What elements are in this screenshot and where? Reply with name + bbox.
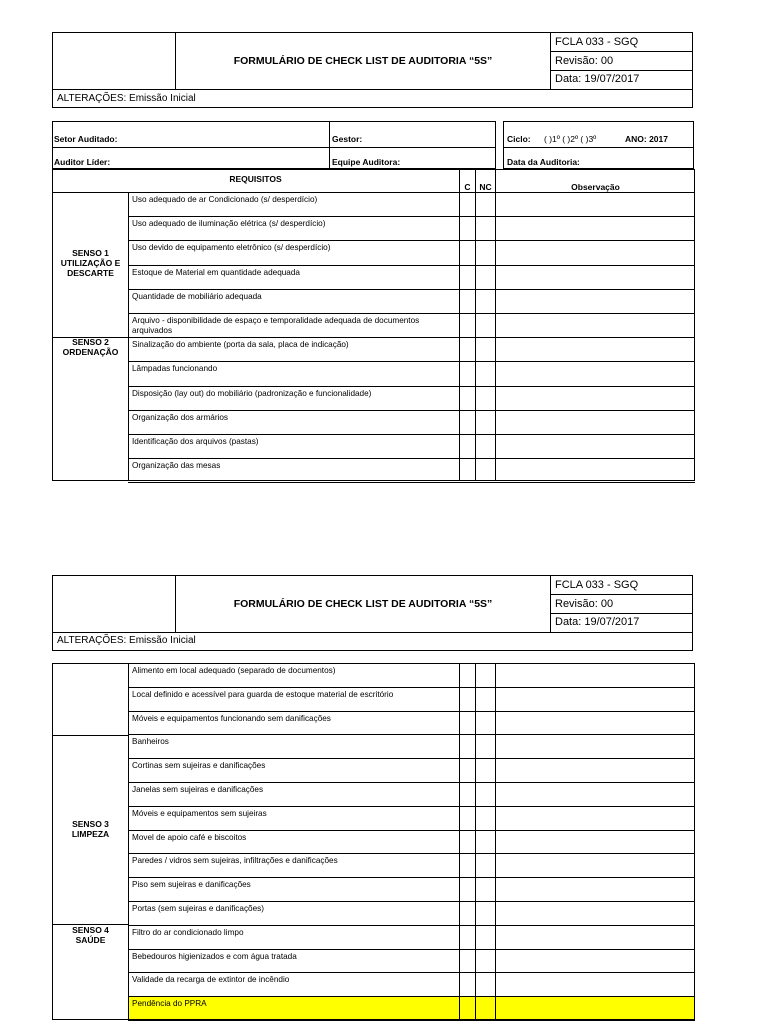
- col-observacao: Observação: [571, 182, 620, 192]
- requirement-text: Paredes / vidros sem sujeiras, infiltrações e danificações: [132, 856, 338, 866]
- requirement-text: Cortinas sem sujeiras e danificações: [132, 761, 266, 771]
- observation-cell[interactable]: [496, 807, 694, 829]
- nc-checkbox-cell[interactable]: [476, 217, 495, 239]
- divider: [329, 121, 330, 169]
- divider: [550, 51, 693, 52]
- observation-cell[interactable]: [496, 435, 694, 457]
- c-checkbox-cell[interactable]: [460, 997, 475, 1019]
- divider: [52, 147, 496, 148]
- requirement-text: Bebedouros higienizados e com água tratada: [132, 951, 297, 961]
- observation-cell[interactable]: [496, 459, 694, 481]
- c-checkbox-cell[interactable]: [460, 193, 475, 215]
- requirement-text: Janelas sem sujeiras e danificações: [132, 785, 264, 794]
- requirement-text: Disposição (lay out) do mobiliário (padronização e funcionalidade): [132, 388, 372, 398]
- senso2-text: SENSO 2 ORDENAÇÃO: [62, 337, 119, 357]
- senso3-text: SENSO 3 LIMPEZA: [71, 819, 110, 839]
- divider: [52, 632, 693, 633]
- nc-checkbox-cell[interactable]: [476, 926, 495, 948]
- nc-checkbox-cell[interactable]: [476, 759, 495, 781]
- observation-cell[interactable]: [496, 973, 694, 995]
- c-checkbox-cell[interactable]: [460, 735, 475, 757]
- divider: [503, 147, 694, 148]
- c-checkbox-cell[interactable]: [460, 831, 475, 853]
- observation-cell[interactable]: [496, 664, 694, 686]
- observation-cell[interactable]: [496, 759, 694, 781]
- c-checkbox-cell[interactable]: [460, 902, 475, 924]
- requirement-text: Validade da recarga de extintor de incêndio: [132, 975, 290, 985]
- nc-checkbox-cell[interactable]: [476, 807, 495, 829]
- auditor-label: Auditor Líder:: [54, 157, 111, 167]
- requirement-text: Uso devido de equipamento eletrônico (s/ desperdício): [132, 243, 331, 253]
- divider: [52, 735, 129, 736]
- observation-cell[interactable]: [496, 878, 694, 900]
- nc-checkbox-cell[interactable]: [476, 902, 495, 924]
- c-checkbox-cell[interactable]: [460, 807, 475, 829]
- requirement-text: Organização dos armários: [132, 412, 229, 422]
- c-checkbox-cell[interactable]: [460, 459, 475, 481]
- c-checkbox-cell[interactable]: [460, 759, 475, 781]
- form-title: FORMULÁRIO DE CHECK LIST DE AUDITORIA “5S”: [233, 55, 493, 67]
- observation-cell[interactable]: [496, 950, 694, 972]
- form-code-2: FCLA 033 - SGQ: [555, 579, 639, 591]
- nc-checkbox-cell[interactable]: [476, 783, 495, 805]
- divider: [52, 89, 693, 90]
- c-checkbox-cell[interactable]: [460, 266, 475, 288]
- senso4-text: SENSO 4 SAÚDE: [72, 925, 109, 945]
- equipe-label: Equipe Auditora:: [332, 157, 401, 167]
- observation-cell[interactable]: [496, 290, 694, 312]
- observation-cell[interactable]: [496, 193, 694, 215]
- requirement-text: Filtro do ar condicionado limpo: [132, 927, 244, 937]
- form-title-2: FORMULÁRIO DE CHECK LIST DE AUDITORIA “5S”: [233, 598, 493, 610]
- observation-cell[interactable]: [496, 831, 694, 853]
- requirement-text: Alimento em local adequado (separado de documentos): [132, 666, 336, 675]
- requirement-text: Móveis e equipamentos funcionando sem danificações: [132, 713, 331, 723]
- observation-cell[interactable]: [496, 362, 694, 384]
- c-checkbox-cell[interactable]: [460, 217, 475, 239]
- requirement-text: Estoque de Material em quantidade adequada: [132, 267, 300, 277]
- c-checkbox-cell[interactable]: [460, 664, 475, 686]
- observation-cell[interactable]: [496, 997, 694, 1019]
- nc-checkbox-cell[interactable]: [476, 735, 495, 757]
- form-revision-2: Revisão: 00: [555, 598, 614, 610]
- setor-label: Setor Auditado:: [54, 134, 118, 144]
- divider: [550, 32, 551, 89]
- form-date: Data: 19/07/2017: [555, 73, 640, 85]
- nc-checkbox-cell[interactable]: [476, 362, 495, 384]
- nc-checkbox-cell[interactable]: [476, 314, 495, 336]
- divider: [550, 594, 693, 595]
- nc-checkbox-cell[interactable]: [476, 664, 495, 686]
- nc-checkbox-cell[interactable]: [476, 688, 495, 710]
- observation-cell[interactable]: [496, 411, 694, 433]
- nc-checkbox-cell[interactable]: [476, 712, 495, 734]
- requirement-text: Móveis e equipamentos sem sujeiras: [132, 808, 267, 818]
- nc-checkbox-cell[interactable]: [476, 411, 495, 433]
- requirement-text: Uso adequado de ar Condicionado (s/ desperdício): [132, 195, 318, 204]
- divider: [550, 575, 551, 632]
- observation-cell[interactable]: [496, 854, 694, 876]
- c-checkbox-cell[interactable]: [460, 688, 475, 710]
- c-checkbox-cell[interactable]: [460, 241, 475, 263]
- c-checkbox-cell[interactable]: [460, 783, 475, 805]
- c-checkbox-cell[interactable]: [460, 338, 475, 360]
- observation-cell[interactable]: [496, 926, 694, 948]
- ciclo-options[interactable]: ( )1º ( )2º ( )3º: [544, 134, 597, 144]
- requirement-text: Portas (sem sujeiras e danificações): [132, 904, 264, 913]
- form-date-2: Data: 19/07/2017: [555, 616, 640, 628]
- form-code: FCLA 033 - SGQ: [555, 36, 639, 48]
- nc-checkbox-cell[interactable]: [476, 997, 495, 1019]
- observation-cell[interactable]: [496, 783, 694, 805]
- c-checkbox-cell[interactable]: [460, 314, 475, 336]
- c-checkbox-cell[interactable]: [460, 712, 475, 734]
- requirement-text: Arquivo - disponibilidade de espaço e temporalidade adequada de documentos arquivados: [132, 316, 420, 335]
- nc-checkbox-cell[interactable]: [476, 387, 495, 409]
- divider: [128, 663, 129, 1020]
- senso1-text: SENSO 1 UTILIZAÇÃO E DESCARTE: [60, 248, 121, 278]
- c-checkbox-cell[interactable]: [460, 435, 475, 457]
- c-checkbox-cell[interactable]: [460, 362, 475, 384]
- nc-checkbox-cell[interactable]: [476, 193, 495, 215]
- requirement-text: Sinalização do ambiente (porta da sala, placa de indicação): [132, 340, 349, 350]
- nc-checkbox-cell[interactable]: [476, 973, 495, 995]
- requirement-text: Organização das mesas: [132, 461, 221, 471]
- observation-cell[interactable]: [496, 241, 694, 263]
- c-checkbox-cell[interactable]: [460, 411, 475, 433]
- data-auditoria-label: Data da Auditoria:: [507, 157, 580, 167]
- c-checkbox-cell[interactable]: [460, 387, 475, 409]
- nc-checkbox-cell[interactable]: [476, 435, 495, 457]
- c-checkbox-cell[interactable]: [460, 290, 475, 312]
- c-checkbox-cell[interactable]: [460, 926, 475, 948]
- col-c: C: [464, 182, 471, 192]
- requirement-text: Uso adequado de iluminação elétrica (s/ desperdício): [132, 219, 326, 229]
- row-divider: [128, 482, 695, 483]
- nc-checkbox-cell[interactable]: [476, 241, 495, 263]
- nc-checkbox-cell[interactable]: [476, 878, 495, 900]
- requirement-text: Piso sem sujeiras e danificações: [132, 880, 251, 890]
- nc-checkbox-cell[interactable]: [476, 290, 495, 312]
- nc-checkbox-cell[interactable]: [476, 831, 495, 853]
- requirement-text: Pendência do PPRA: [132, 999, 207, 1009]
- divider: [550, 613, 693, 614]
- observation-cell[interactable]: [496, 712, 694, 734]
- senso1-label: [53, 248, 128, 278]
- requirement-text: Banheiros: [132, 737, 169, 747]
- observation-cell[interactable]: [496, 735, 694, 757]
- requirement-text: Quantidade de mobiliário adequada: [132, 291, 262, 301]
- nc-checkbox-cell[interactable]: [476, 854, 495, 876]
- nc-checkbox-cell[interactable]: [476, 338, 495, 360]
- nc-checkbox-cell[interactable]: [476, 459, 495, 481]
- divider: [550, 70, 693, 71]
- requirement-text: Identificação dos arquivos (pastas): [132, 437, 259, 446]
- form-changes: ALTERAÇÕES: Emissão Inicial: [57, 93, 196, 104]
- c-checkbox-cell[interactable]: [460, 973, 475, 995]
- col-nc: NC: [479, 182, 492, 192]
- requirement-text: Lâmpadas funcionando: [132, 364, 218, 374]
- ciclo-label: Ciclo:: [507, 134, 531, 144]
- senso2-label: [53, 337, 128, 357]
- observation-cell[interactable]: [496, 688, 694, 710]
- form-revision: Revisão: 00: [555, 55, 614, 67]
- observation-cell[interactable]: [496, 217, 694, 239]
- requirement-text: Local definido e acessível para guarda de estoque material de escritório: [132, 689, 394, 699]
- observation-cell[interactable]: [496, 338, 694, 360]
- c-checkbox-cell[interactable]: [460, 854, 475, 876]
- observation-cell[interactable]: [496, 387, 694, 409]
- c-checkbox-cell[interactable]: [460, 878, 475, 900]
- row-divider: [128, 1020, 695, 1021]
- observation-cell[interactable]: [496, 266, 694, 288]
- c-checkbox-cell[interactable]: [460, 950, 475, 972]
- nc-checkbox-cell[interactable]: [476, 266, 495, 288]
- senso3-label: [53, 819, 128, 839]
- nc-checkbox-cell[interactable]: [476, 950, 495, 972]
- observation-cell[interactable]: [496, 902, 694, 924]
- form-changes-2: ALTERAÇÕES: Emissão Inicial: [57, 635, 196, 646]
- gestor-label: Gestor:: [332, 134, 363, 144]
- observation-cell[interactable]: [496, 314, 694, 336]
- requirement-text: Movel de apoio café e biscoitos: [132, 832, 247, 842]
- senso4-label: [53, 925, 128, 945]
- col-requisitos: REQUISITOS: [229, 174, 282, 184]
- info-box-left: [52, 121, 496, 169]
- ano-label: ANO: 2017: [625, 134, 668, 144]
